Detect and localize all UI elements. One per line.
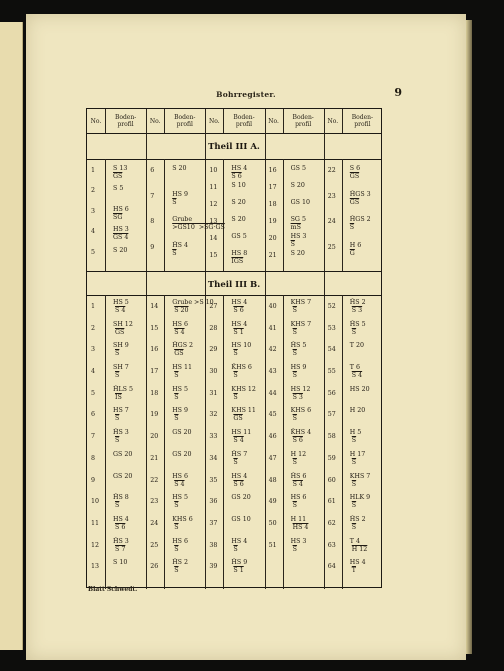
book-page [26, 14, 466, 660]
row-no: 4 [91, 368, 96, 376]
row-no: 54 [327, 346, 336, 354]
row-no: 3 [91, 207, 96, 215]
profile-top: S 20 [290, 250, 305, 257]
profile-top: HS 9 [290, 364, 307, 372]
profile-bottom: $\overline{S}$ [174, 567, 179, 575]
profile-top: HS 4 [349, 559, 366, 567]
profile-bottom: H 12 [351, 545, 368, 553]
profile-top: H 6 [349, 241, 362, 249]
profile-bottom: S 1 [233, 328, 244, 336]
profile-top: S 6 [349, 165, 361, 172]
row-no: 8 [91, 454, 96, 462]
row-no: 26 [150, 563, 159, 571]
row-no: 13 [91, 563, 100, 571]
column-rule [342, 109, 343, 133]
profile-top: HS 3 [290, 537, 307, 545]
row-no: 27 [209, 303, 218, 310]
profile-bottom: $\overline{S}$ [115, 350, 120, 358]
row-no: 7 [150, 192, 155, 200]
profile-bottom: S 4 [351, 372, 363, 380]
profile-top: ĤS 7 [231, 450, 248, 458]
profile-bottom: $\overline{S}$ [174, 545, 179, 553]
row-no: 18 [268, 201, 277, 208]
profile-top: HS 4 [231, 299, 248, 306]
profile-top: ĤS 3 [113, 429, 129, 437]
row-no: 36 [209, 498, 218, 506]
row-no: 5 [91, 248, 96, 256]
profile-top: HS 11 [231, 429, 252, 437]
profile-bottom: S 4 [292, 480, 303, 488]
profile-bottom: $\overline{S}$ [351, 502, 357, 510]
row-no: 48 [268, 476, 277, 484]
profile-top: S 13 [113, 165, 128, 172]
row-no: 24 [150, 519, 159, 527]
section-title-a: Theil III A. [208, 142, 260, 152]
profile-bottom: $\overline{S}$ [115, 437, 120, 445]
row-no: 52 [327, 303, 336, 310]
profile-bottom: $\overline{G}$ [349, 249, 355, 257]
profile-top: ĤS 6 [290, 472, 307, 480]
row-no: 50 [268, 519, 277, 527]
row-no: 57 [327, 411, 336, 419]
profile-bottom: $\overline{S}$ [174, 502, 179, 510]
profile-bottom: S 4 [233, 437, 244, 445]
profile-top: HS 4 [231, 320, 248, 328]
profile-bottom: $\overline{S}$ [349, 224, 355, 231]
profile-top: HS 5 [172, 385, 189, 393]
row-no: 64 [327, 563, 336, 571]
profile-top: S 20 [231, 199, 246, 206]
row-no: 30 [209, 368, 218, 376]
profile-top: HS 8 [231, 250, 248, 257]
profile-top: GS 20 [113, 450, 133, 458]
profile-bottom: S 3 [351, 307, 363, 314]
profile-bottom: $\overline{S}$ [174, 372, 179, 380]
profile-top: ĤS 2 [172, 559, 189, 567]
profile-top: KHS 12 [231, 385, 256, 393]
row-no: 2 [91, 187, 96, 195]
header-profile-5: Boden- profil [351, 114, 374, 128]
row-no: 20 [268, 235, 277, 242]
row-no: 35 [209, 476, 218, 484]
profile-bottom: $\overline{S}$ [115, 372, 120, 380]
profile-top: HS 5 [113, 299, 129, 306]
profile-top: Grube [172, 216, 193, 223]
profile-bottom: $\overline{S}$ [115, 415, 120, 423]
profile-top: GS 10 [290, 199, 310, 206]
profile-top: KHS 7 [290, 299, 312, 306]
table-header [87, 109, 381, 134]
header-profile-4: Boden- profil [292, 114, 314, 128]
row-no: 14 [209, 235, 218, 242]
row-no: 47 [268, 454, 277, 462]
row-no: 8 [150, 218, 155, 225]
profile-top: HS 5 [172, 494, 189, 502]
profile-bottom: $\overline{S}$ [174, 523, 179, 531]
row-no: 20 [150, 433, 159, 441]
page-number: 9 [394, 86, 402, 99]
profile-bottom: $\overline{S}$ [233, 350, 238, 358]
profile-top: HS 4 [113, 515, 129, 523]
header-profile-3: Boden- profil [233, 114, 255, 128]
profile-top: GS 20 [113, 472, 133, 480]
profile-bottom: $\overline{S}$ [172, 198, 177, 206]
row-no: 29 [209, 346, 218, 354]
footer-note: Blatt Schwedt. [88, 586, 138, 593]
profile-bottom: $\overline{GS}$ [115, 328, 125, 336]
row-no: 22 [327, 167, 336, 174]
profile-bottom: $\overline{GS}$ [349, 198, 360, 206]
profile-bottom: $\overline{S}$ [351, 480, 357, 488]
profile-top: ĤS 8 [113, 494, 129, 502]
row-no: 61 [327, 498, 336, 506]
row-no: 49 [268, 498, 277, 506]
profile-bottom: $\overline{GS}$ [174, 350, 184, 358]
row-no: 18 [150, 389, 159, 397]
page-side-edge [466, 20, 472, 654]
profile-top: ĤS 3 [113, 537, 129, 545]
header-profile-2: Boden- profil [174, 114, 196, 128]
profile-bottom: S 20 [174, 307, 189, 314]
profile-top: KHS 6 [290, 407, 312, 415]
column-rule [324, 109, 325, 589]
row-no: 11 [91, 519, 100, 527]
profile-top: GS 20 [172, 450, 192, 458]
profile-top: ǨHS 6 [231, 364, 252, 372]
profile-bottom: $\overline{S}$ [233, 372, 238, 380]
profile-bottom: S 6 [231, 173, 242, 180]
row-no: 53 [327, 324, 336, 332]
row-no: 12 [209, 201, 218, 208]
profile-top: GS 20 [231, 494, 251, 502]
column-rule [223, 295, 224, 589]
row-no: 63 [327, 541, 336, 549]
profile-bottom: $\overline{S}$ [292, 502, 297, 510]
profile-top: S 20 [290, 182, 305, 189]
profile-bottom: S 6 [115, 523, 126, 531]
profile-bottom: $\overline{S}$ [292, 415, 297, 423]
profile-top: HS 10 [231, 342, 252, 350]
column-rule [283, 295, 284, 589]
row-no: 9 [91, 476, 96, 484]
row-no: 11 [209, 184, 218, 191]
row-no: 19 [268, 218, 277, 225]
row-no: 19 [150, 411, 159, 419]
profile-top: HS 9 [172, 407, 189, 415]
header-no-1: No. [90, 117, 102, 125]
row-no: 21 [268, 252, 277, 259]
section-rule [87, 271, 381, 272]
column-rule [283, 159, 284, 271]
profile-top: ĤS 2 [349, 299, 366, 306]
profile-bottom: $\overline{S}$ [233, 393, 238, 401]
profile-top: HS 20 [349, 385, 370, 393]
column-rule [164, 159, 165, 271]
column-rule [223, 109, 224, 133]
row-no: 38 [209, 541, 218, 549]
profile-bottom: $\overline{S}$ [351, 437, 357, 445]
profile-top: S 10 [231, 182, 246, 189]
row-no: 45 [268, 411, 277, 419]
profile-top: KHS 7 [290, 320, 312, 328]
profile-bottom: $\overline{T}$ [351, 567, 356, 575]
profile-bottom: S 1 [233, 567, 244, 575]
profile-top: Grube >S 10 [172, 299, 214, 306]
profile-top: KHS 7 [349, 472, 371, 480]
row-no: 39 [209, 563, 218, 571]
profile-bottom: $\overline{S}$ [351, 523, 357, 531]
profile-top: GS 5 [290, 165, 306, 172]
header-profile-1: Boden- profil [114, 114, 137, 128]
profile-top: HS 6 [172, 537, 189, 545]
profile-bottom: $\overline{GS}$ [349, 173, 360, 180]
profile-top: HS 3 [290, 233, 307, 240]
section-title-b: Theil III B. [207, 280, 261, 290]
section-rule [87, 159, 381, 160]
row-no: 14 [150, 303, 159, 310]
profile-top: HS 4 [231, 165, 248, 172]
row-no: 15 [150, 324, 159, 332]
row-no: 13 [209, 218, 218, 225]
profile-bottom: $\overline{SG}$ [113, 213, 123, 221]
column-rule [342, 295, 343, 589]
header-no-5: No. [327, 117, 339, 125]
profile-bottom: GS 4 [113, 234, 129, 242]
row-no: 21 [150, 454, 159, 462]
header-no-3: No. [209, 117, 220, 125]
row-no: 15 [209, 252, 218, 259]
profile-bottom: $\overline{S}$ [351, 458, 357, 466]
column-rule [205, 109, 206, 589]
profile-top: GS 20 [172, 429, 192, 437]
row-no: 16 [268, 167, 277, 174]
profile-top: S 5 [113, 185, 124, 193]
row-no: 51 [268, 541, 277, 549]
profile-bottom: $\overline{S}$ [292, 372, 297, 380]
row-no: 56 [327, 389, 336, 397]
row-no: 24 [327, 218, 336, 225]
profile-bottom: $\overline{S}$ [292, 307, 297, 314]
row-no: 32 [209, 411, 218, 419]
row-no: 1 [91, 167, 96, 174]
profile-top: S 20 [113, 246, 128, 254]
profile-bottom: S 6 [233, 307, 244, 314]
profile-bottom: HS 4 [292, 523, 309, 531]
row-no: 23 [327, 192, 336, 200]
column-rule [164, 295, 165, 589]
row-no: 59 [327, 454, 336, 462]
row-no: 33 [209, 433, 218, 441]
row-no: 7 [91, 433, 96, 441]
profile-top: ĤS 2 [349, 515, 366, 523]
profile-top: HS 4 [231, 537, 248, 545]
profile-top: T 4 [349, 537, 361, 545]
column-rule [265, 109, 266, 589]
profile-bottom: $\overline{IS}$ [115, 393, 122, 401]
bore-register-table [86, 108, 382, 588]
profile-top: HS 7 [113, 407, 129, 415]
row-no: 5 [91, 389, 96, 397]
profile-top: SH 12 [113, 320, 133, 328]
profile-bottom: $\overline{IGS}$ [231, 258, 244, 265]
profile-top: KHS 6 [172, 515, 193, 523]
profile-bottom: $\overline{S}$ [174, 393, 179, 401]
profile-bottom: $\overline{GS}$ [113, 173, 123, 180]
profile-bottom: S 3 [292, 393, 303, 401]
running-head: Bohrregister. [216, 90, 276, 99]
profile-top: T 6 [349, 364, 361, 372]
row-no: 34 [209, 454, 218, 462]
profile-bottom: $\overline{S}$ [292, 545, 297, 553]
row-no: 31 [209, 389, 218, 397]
profile-top: ĤS 5 [349, 320, 366, 328]
row-no: 3 [91, 346, 96, 354]
profile-top: ĤS 5 [290, 342, 307, 350]
profile-bottom: $\overline{mS}$ [290, 224, 301, 231]
profile-bottom: S 6 [233, 480, 244, 488]
profile-bottom: S 4 [115, 307, 126, 314]
row-no: 4 [91, 228, 96, 236]
profile-bottom: $\overline{S}$ [233, 458, 238, 466]
row-no: 17 [268, 184, 277, 191]
profile-top: HS 6 [113, 205, 129, 213]
profile-bottom: $\overline{S}$ [292, 328, 297, 336]
profile-bottom: $\overline{S}$ [174, 415, 179, 423]
row-no: 6 [91, 411, 96, 419]
profile-top: KHS 11 [231, 407, 256, 415]
row-no: 10 [91, 498, 100, 506]
row-no: 40 [268, 303, 277, 310]
row-no: 2 [91, 324, 96, 332]
column-rule [164, 109, 165, 133]
profile-top: ĤS 4 [172, 241, 189, 249]
section-rule [87, 295, 381, 296]
profile-bottom: $\overline{S}$ [292, 458, 297, 466]
profile-bottom: S 4 [174, 480, 185, 488]
row-no: 16 [150, 346, 159, 354]
profile-top: SH 9 [113, 342, 129, 350]
profile-top: H 20 [349, 407, 366, 415]
row-no: 37 [209, 519, 218, 527]
profile-top: HS 6 [172, 472, 189, 480]
row-no: 12 [91, 541, 100, 549]
column-rule [146, 109, 147, 589]
row-no: 44 [268, 389, 277, 397]
row-no: 25 [327, 243, 336, 251]
row-no: 22 [150, 476, 159, 484]
row-no: 25 [150, 541, 159, 549]
profile-top: H 17 [349, 450, 366, 458]
profile-top: ĤGS 2 [172, 342, 194, 350]
profile-top: S 20 [172, 165, 187, 172]
profile-bottom: $\overline{S}$ [290, 241, 295, 248]
row-no: 58 [327, 433, 336, 441]
profile-top: SG 5 [290, 216, 306, 223]
profile-top: HS 3 [113, 226, 129, 234]
profile-top: H 11 [290, 515, 307, 523]
profile-top: HS 6 [290, 494, 307, 502]
row-no: 17 [150, 368, 159, 376]
profile-bottom: $\overline{GS}$ [233, 415, 243, 423]
column-rule [105, 159, 106, 271]
profile-top: ĤLS 5 [113, 385, 133, 393]
row-no: 23 [150, 498, 159, 506]
column-rule [342, 159, 343, 271]
profile-top: ĤGS 2 [349, 216, 371, 223]
profile-top: ĤGS 3 [349, 190, 371, 198]
row-no: 62 [327, 519, 336, 527]
profile-top: SH 7 [113, 364, 129, 372]
profile-top: HS 11 [172, 364, 193, 372]
row-no: 46 [268, 433, 277, 441]
profile-top: S 20 [231, 216, 246, 223]
row-no: 1 [91, 303, 96, 310]
row-no: 28 [209, 324, 218, 332]
column-rule [223, 159, 224, 271]
profile-bottom: $\overline{S}$ [351, 328, 357, 336]
profile-top: ĤS 9 [231, 559, 248, 567]
profile-bottom: S 6 [292, 437, 303, 445]
header-no-4: No. [268, 117, 279, 125]
profile-bottom: S 7 [115, 545, 126, 553]
column-rule [283, 109, 284, 133]
row-no: 60 [327, 476, 336, 484]
row-no: 55 [327, 368, 336, 376]
row-no: 10 [209, 167, 218, 174]
profile-bottom: $\overline{S}$ [115, 502, 120, 510]
row-no: 42 [268, 346, 277, 354]
profile-top: GS 5 [231, 233, 247, 240]
profile-top: HS 6 [172, 320, 189, 328]
profile-top: S 10 [113, 559, 128, 567]
profile-top: H 5 [349, 429, 362, 437]
profile-bottom: >GS10 >SG·GS [172, 224, 225, 231]
profile-top: HLK 9 [349, 494, 371, 502]
facing-page-edge [0, 22, 23, 650]
row-no: 6 [150, 167, 155, 174]
profile-top: HS 9 [172, 190, 189, 198]
profile-bottom: $\overline{S}$ [292, 350, 297, 358]
profile-top: GS 10 [231, 515, 251, 523]
row-no: 41 [268, 324, 277, 332]
profile-bottom: S 4 [174, 328, 185, 336]
header-no-2: No. [149, 117, 161, 125]
profile-top: ǨHS 4 [290, 429, 312, 437]
row-no: 43 [268, 368, 277, 376]
profile-bottom: $\overline{S}$ [172, 249, 177, 257]
profile-top: HS 12 [290, 385, 311, 393]
profile-top: HS 4 [231, 472, 248, 480]
row-no: 9 [150, 243, 155, 251]
column-rule [105, 109, 106, 133]
profile-bottom: $\overline{S}$ [233, 545, 238, 553]
profile-top: T 20 [349, 342, 365, 350]
column-rule [105, 295, 106, 589]
profile-top: H 12 [290, 450, 307, 458]
